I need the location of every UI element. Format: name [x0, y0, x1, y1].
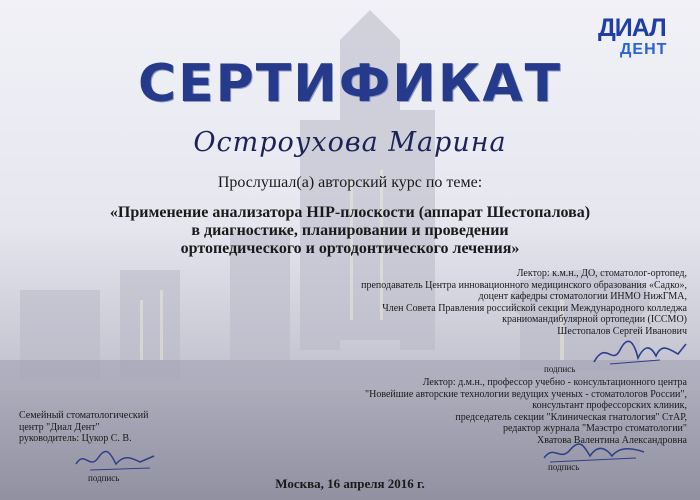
lecturer-1-line: доцент кафедры стоматологии ИНМО НижГМА, [478, 291, 687, 303]
course-title-line: «Применение анализатора HIP-плоскости (аппарат Шестопалова) [109, 204, 591, 221]
clinic-line: руководитель: Цукор С. В. [19, 433, 132, 445]
lecturer-1-info [361, 268, 687, 338]
lecturer-2-line: Хватова Валентина Александровна [537, 434, 687, 446]
course-title [60, 204, 640, 258]
lecturer-2-line: Лектор: д.м.н., профессор учебно - консультационного центра [422, 377, 687, 388]
director-signature [70, 446, 160, 474]
lecturer-2-sign-label: подпись [548, 462, 580, 472]
course-title-line: ортопедического и ортодонтического лечения» [180, 240, 520, 257]
lecturer-1-sign-label: подпись [544, 364, 576, 374]
lecturer-2-line: "Новейшие авторские технологии ведущих ученых - стоматологов России", [365, 388, 687, 400]
lecturer-1-line: Член Совета Правления российской секции Международного колледжа [382, 302, 687, 314]
certificate-title: СЕРТИФИКАТ [137, 54, 563, 114]
clinic-line: Семейный стоматологический [19, 410, 149, 421]
lecturer-1-line: преподаватель Центра инновационного медицинского образования «Садко», [361, 279, 687, 291]
issue-date: Москва, 16 апреля 2016 г. [275, 476, 425, 491]
course-title-line: в диагностике, планировании и проведении [191, 222, 509, 239]
lecturer-2-line: председатель секции "Клиническая гнатология" СтАР, [455, 411, 687, 423]
clinic-line: центр "Диал Дент" [19, 421, 100, 433]
course-intro: Прослушал(а) авторский курс по теме: [217, 174, 483, 191]
lecturer-2-line: редактор журнала "Маэстро стоматологии" [502, 423, 687, 435]
recipient-name: Остроухова Марина [193, 127, 507, 158]
lecturer-1-line: Лектор: к.м.н., ДО, стоматолог-ортопед, [516, 268, 687, 279]
lecturer-2-line: консультант профессорских клиник, [532, 400, 687, 412]
lecturer-1-line: краниомандибулярной ортопедии (ICCMO) [502, 314, 687, 326]
director-sign-label: подпись [88, 473, 120, 483]
logo-text-top: ДИАЛ [598, 14, 666, 42]
lecturer-1-signature [590, 336, 690, 370]
clinic-info [19, 410, 148, 445]
lecturer-2-info [365, 377, 687, 447]
lecturer-1-line: Шестопалов Сергей Иванович [557, 325, 687, 337]
logo-text-bottom: ДЕНТ [620, 41, 668, 58]
